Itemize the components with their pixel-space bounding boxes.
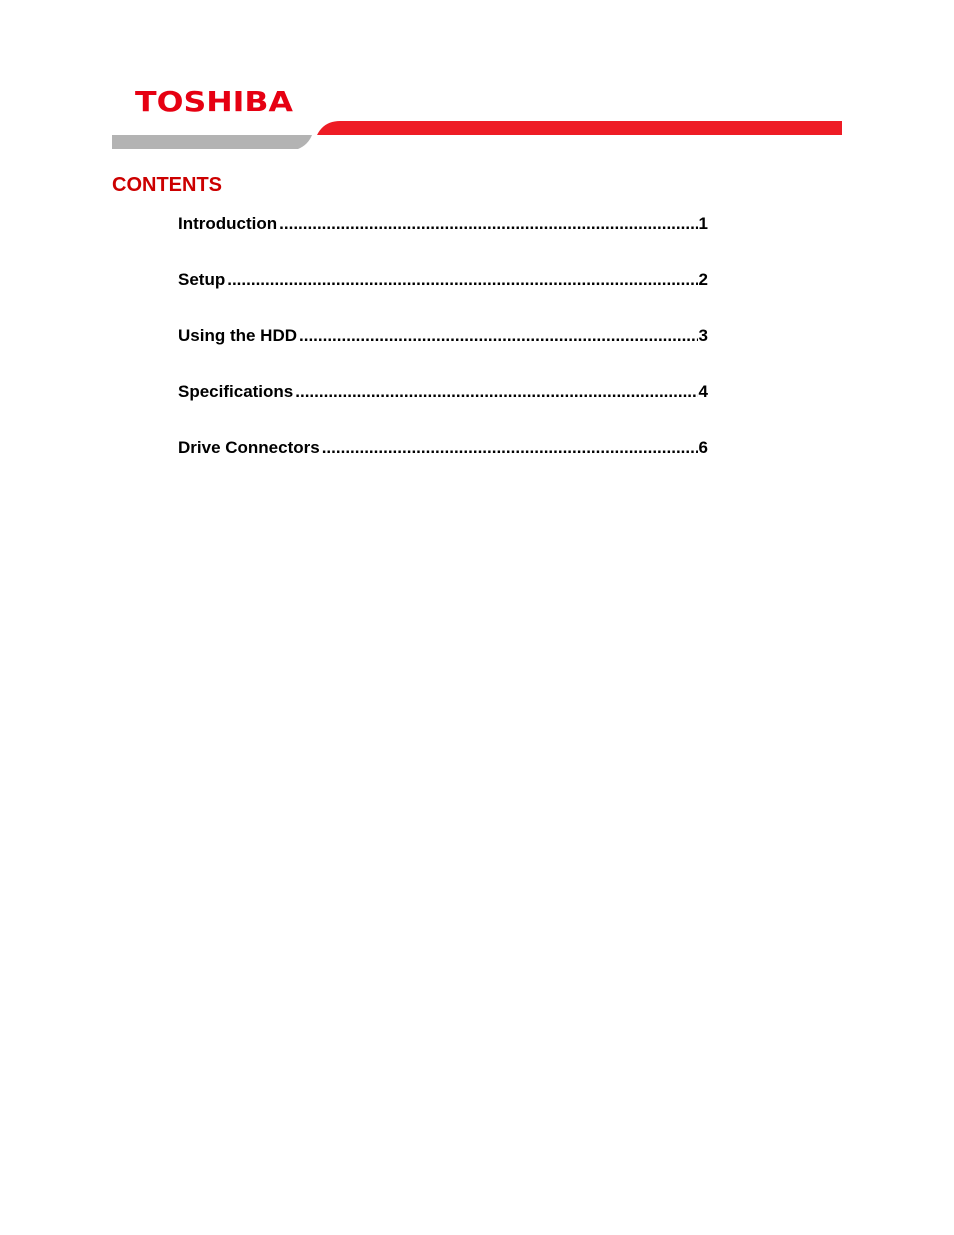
toc-entry-label: Setup <box>178 270 226 289</box>
svg-text:TOSHIBA: TOSHIBA <box>135 85 294 118</box>
header-red-band <box>317 121 842 135</box>
toc-entry-page-number: 1 <box>698 214 708 233</box>
toc-entry-setup[interactable] <box>178 270 708 326</box>
toc-entry-using-the-hdd[interactable] <box>178 326 708 382</box>
toc-dot-leader <box>279 214 697 234</box>
toc-dot-leader <box>295 382 697 402</box>
toshiba-logo-graphic <box>135 84 305 118</box>
toc-entry-label: Using the HDD <box>178 326 297 345</box>
toc-entry-specifications[interactable] <box>178 382 708 438</box>
toc-entry-page-number: 4 <box>698 382 708 401</box>
toc-entry-drive-connectors[interactable] <box>178 438 708 494</box>
header-grey-band <box>112 135 312 149</box>
contents-heading: CONTENTS <box>112 174 222 196</box>
toc-entry-page-number: 6 <box>698 438 708 457</box>
toc-dot-leader <box>322 438 698 458</box>
table-of-contents <box>178 214 708 494</box>
toc-dot-leader <box>227 270 697 290</box>
toc-entry-introduction[interactable] <box>178 214 708 270</box>
toc-entry-page-number: 2 <box>698 270 708 289</box>
toc-entry-label: Drive Connectors <box>178 438 320 457</box>
toc-dot-leader <box>299 326 698 346</box>
toshiba-logo <box>135 84 305 118</box>
toc-entry-label: Specifications <box>178 382 294 401</box>
header-swoosh-bar <box>112 120 842 150</box>
toc-entry-page-number: 3 <box>698 326 708 345</box>
toc-entry-label: Introduction <box>178 214 278 233</box>
header-swoosh-graphic <box>112 120 842 150</box>
